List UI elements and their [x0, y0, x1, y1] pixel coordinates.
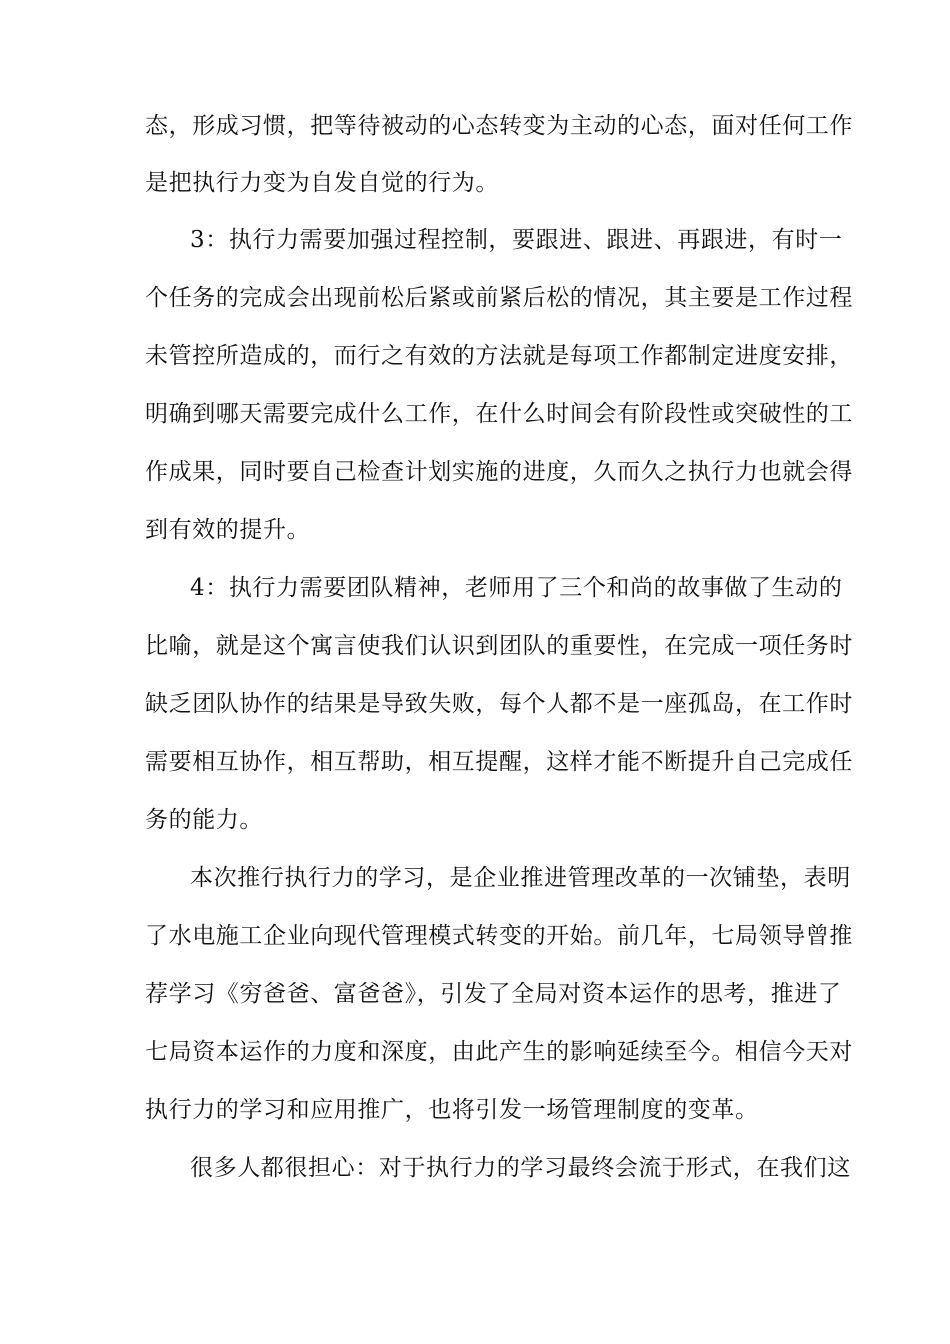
text-line: 明确到哪天需要完成什么工作，在什么时间会有阶段性或突破性的工 [145, 401, 853, 427]
text-line: 缺乏团队协作的结果是导致失败，每个人都不是一座孤岛，在工作时 [145, 691, 853, 717]
text-line: 荐学习《穷爸爸、富爸爸》，引发了全局对资本运作的思考，推进了 [145, 981, 842, 1007]
text-line: 到有效的提升。 [145, 517, 311, 543]
text-line: 作成果，同时要自己检查计划实施的进度，久而久之执行力也就会得 [145, 459, 853, 485]
text-line: 本次推行执行力的学习，是企业推进管理改革的一次铺垫，表明 [190, 865, 851, 891]
text-line: 需要相互协作，相互帮助，相互提醒，这样才能不断提升自己完成任 [145, 749, 853, 775]
text-line: 3：执行力需要加强过程控制，要跟进、跟进、再跟进，有时一 [190, 227, 843, 253]
text-line: 态，形成习惯，把等待被动的心态转变为主动的心态，面对任何工作 [145, 113, 853, 139]
text-line: 比喻，就是这个寓言使我们认识到团队的重要性，在完成一项任务时 [145, 633, 853, 659]
text-line: 了水电施工企业向现代管理模式转变的开始。前几年，七局领导曾推 [145, 923, 853, 949]
text-line: 个任务的完成会出现前松后紧或前紧后松的情况，其主要是工作过程 [145, 285, 853, 311]
text-line: 执行力的学习和应用推广，也将引发一场管理制度的变革。 [145, 1097, 759, 1123]
text-line: 务的能力。 [145, 807, 263, 833]
text-line: 很多人都很担心：对于执行力的学习最终会流于形式，在我们这 [190, 1155, 851, 1181]
text-line: 4：执行力需要团队精神，老师用了三个和尚的故事做了生动的 [190, 575, 843, 601]
text-line: 是把执行力变为自发自觉的行为。 [145, 170, 499, 196]
text-line: 七局资本运作的力度和深度，由此产生的影响延续至今。相信今天对 [145, 1039, 853, 1065]
text-line: 未管控所造成的，而行之有效的方法就是每项工作都制定进度安排， [145, 343, 853, 369]
